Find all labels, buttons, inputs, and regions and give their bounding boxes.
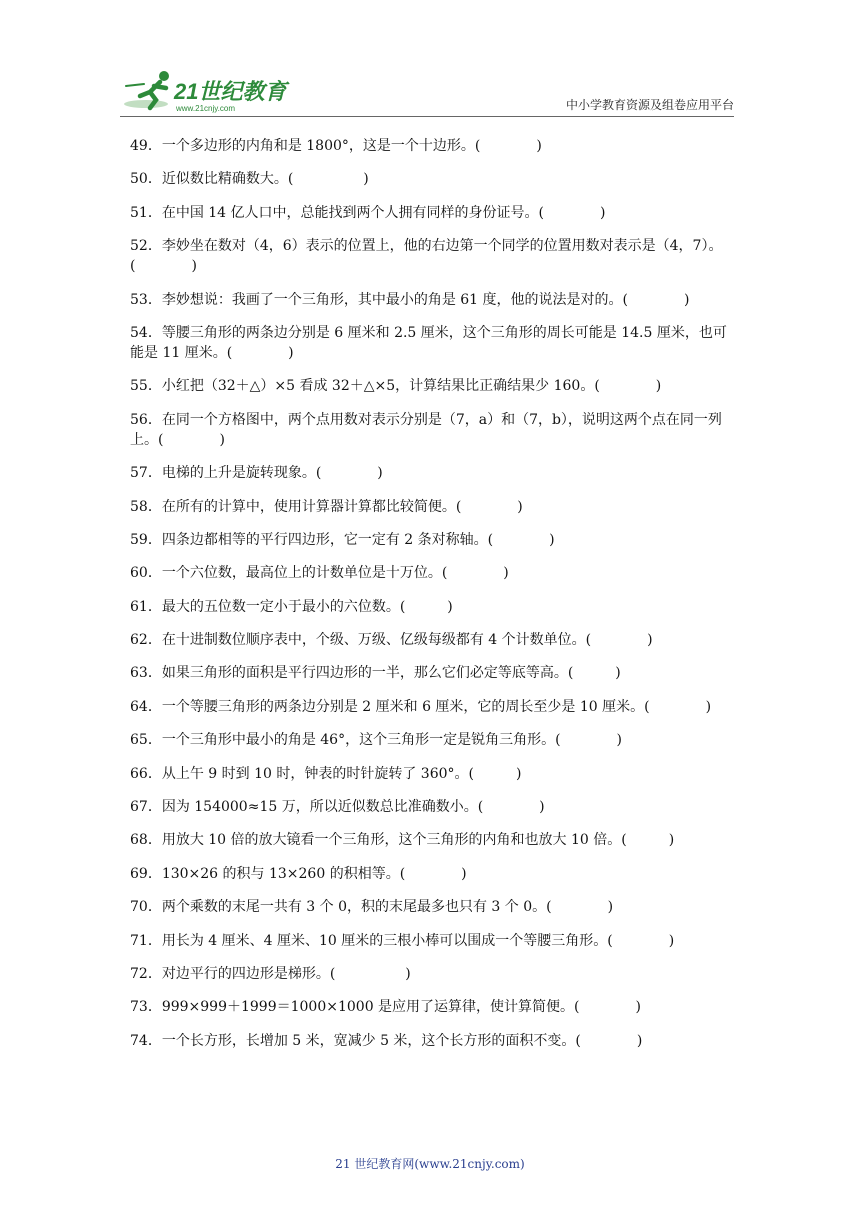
logo-motion-line bbox=[126, 84, 144, 86]
question-list bbox=[130, 136, 735, 1064]
question-item: 58．在所有的计算中，使用计算器计算都比较简便。( ) bbox=[130, 498, 523, 515]
question-item: 66．从上午 9 时到 10 时，钟表的时针旋转了 360°。( ) bbox=[130, 765, 522, 782]
question-item: 72．对边平行的四边形是梯形。( ) bbox=[130, 965, 411, 982]
question-item: 54．等腰三角形的两条边分别是 6 厘米和 2.5 厘米，这个三角形的周长可能是 14.5 厘米，也可能是 11 厘米。( ) bbox=[130, 324, 727, 361]
question-item: 73．999×999＋1999＝1000×1000 是应用了运算律，使计算简便。( ) bbox=[130, 999, 641, 1016]
question-item: 59．四条边都相等的平行四边形，它一定有 2 条对称轴。( ) bbox=[130, 531, 555, 548]
question-item: 70．两个乘数的末尾一共有 3 个 0，积的末尾最多也只有 3 个 0。( ) bbox=[130, 899, 614, 916]
question-item: 55．小红把（32＋△）×5 看成 32＋△×5，计算结果比正确结果少 160。( ) bbox=[130, 378, 662, 395]
question-item: 64．一个等腰三角形的两条边分别是 2 厘米和 6 厘米，它的周长至少是 10 厘米。( ) bbox=[130, 698, 712, 715]
question-item: 74．一个长方形，长增加 5 米，宽减少 5 米，这个长方形的面积不变。( ) bbox=[130, 1032, 643, 1049]
logo bbox=[120, 66, 290, 116]
question-item: 56．在同一个方格图中，两个点用数对表示分别是（7，a）和（7，b），说明这两个点在同一列上。( ) bbox=[130, 411, 722, 448]
question-item: 62．在十进制数位顺序表中，个级、万级、亿级每级都有 4 个计数单位。( ) bbox=[130, 632, 653, 649]
question-item: 57．电梯的上升是旋转现象。( ) bbox=[130, 465, 383, 482]
question-item: 52．李妙坐在数对（4，6）表示的位置上，他的右边第一个同学的位置用数对表示是（4，7）。( ) bbox=[130, 238, 723, 275]
question-item: 51．在中国 14 亿人口中，总能找到两个人拥有同样的身份证号。( ) bbox=[130, 204, 606, 221]
logo-url: www.21cnjy.com bbox=[176, 104, 235, 113]
question-item: 60．一个六位数，最高位上的计数单位是十万位。( ) bbox=[130, 565, 509, 582]
question-item: 63．如果三角形的面积是平行四边形的一半，那么它们必定等底等高。( ) bbox=[130, 665, 621, 682]
header-platform-text: 中小学教育资源及组卷应用平台 bbox=[565, 98, 734, 112]
question-item: 61．最大的五位数一定小于最小的六位数。( ) bbox=[130, 598, 453, 615]
question-item: 71．用长为 4 厘米、4 厘米、10 厘米的三根小棒可以围成一个等腰三角形。( ) bbox=[130, 932, 675, 949]
question-item: 65．一个三角形中最小的角是 46°，这个三角形一定是锐角三角形。( ) bbox=[130, 732, 623, 749]
question-item: 50．近似数比精确数大。( ) bbox=[130, 171, 369, 188]
logo-runner-head bbox=[159, 71, 169, 81]
question-item: 68．用放大 10 倍的放大镜看一个三角形，这个三角形的内角和也放大 10 倍。( ) bbox=[130, 832, 675, 849]
page-header bbox=[120, 66, 734, 118]
page-footer: 21 世纪教育网(www.21cnjy.com) bbox=[335, 1157, 525, 1171]
question-item: 49．一个多边形的内角和是 1800°，这是一个十边形。( ) bbox=[130, 138, 542, 154]
question-item: 67．因为 154000≈15 万，所以近似数总比准确数小。( ) bbox=[130, 799, 545, 816]
logo-text: 21世纪教育 bbox=[174, 79, 287, 104]
question-item: 69．130×26 的积与 13×260 的积相等。( ) bbox=[130, 865, 467, 882]
logo-swoosh bbox=[124, 100, 168, 108]
header-divider bbox=[120, 116, 734, 117]
question-item: 53．李妙想说：我画了一个三角形，其中最小的角是 61 度，他的说法是对的。( ) bbox=[130, 291, 690, 308]
